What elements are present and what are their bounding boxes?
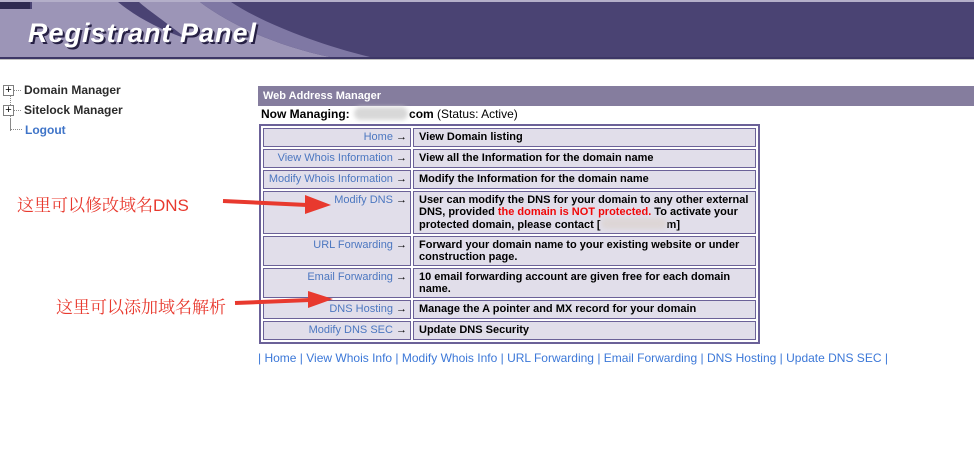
row-link[interactable]: Modify DNS — [334, 194, 393, 206]
arrow-right-icon: → — [392, 239, 407, 251]
separator: | — [593, 351, 604, 365]
arrow-right-icon: → — [392, 173, 407, 185]
sidebar-item-logout[interactable] — [3, 120, 253, 140]
arrow-right-icon: → — [392, 131, 407, 143]
footer-links — [258, 351, 974, 365]
tree-stub-line — [14, 90, 21, 91]
row-link[interactable]: Email Forwarding — [307, 271, 393, 283]
row-link[interactable]: DNS Hosting — [329, 303, 393, 315]
row-link[interactable]: Modify DNS SEC — [308, 324, 393, 336]
page-title: Registrant Panel — [28, 18, 258, 48]
sidebar-item-label[interactable]: Domain Manager — [24, 83, 121, 97]
table-row — [263, 170, 756, 189]
arrow-right-icon: → — [392, 194, 407, 206]
footer-link[interactable]: Home — [264, 351, 297, 365]
arrow-right-icon: → — [392, 152, 407, 164]
table-row — [263, 128, 756, 147]
row-link[interactable]: URL Forwarding — [313, 239, 393, 251]
banner-shadow-line — [0, 59, 974, 60]
table-desc-cell: User can modify the DNS for your domain to any other external DNS, provided the domain is NOT protected. To activate your protected domain, please contact [ m] — [413, 191, 756, 234]
protected-warning-text: the domain is NOT protected. — [497, 206, 652, 218]
table-desc-cell: 10 email forwarding account are given free for each domain name. — [413, 268, 756, 298]
footer-link[interactable]: View Whois Info — [306, 351, 393, 365]
web-address-manager-table — [259, 124, 760, 344]
table-link-cell — [263, 170, 411, 189]
tree-stub-line — [14, 110, 21, 111]
table-desc-cell: Manage the A pointer and MX record for your domain — [413, 300, 756, 319]
table-row — [263, 149, 756, 168]
tree-elbow-line — [10, 118, 22, 130]
separator: | — [392, 351, 402, 365]
header-banner — [0, 0, 974, 61]
table-desc-cell: View Domain listing — [413, 128, 756, 147]
table-link-cell — [263, 128, 411, 147]
annotation-dns-hosting: 这里可以添加域名解析 — [56, 298, 226, 317]
sidebar-item-sitelock-manager[interactable] — [3, 100, 253, 120]
separator: | — [296, 351, 307, 365]
sidebar-item-label[interactable]: Sitelock Manager — [24, 103, 123, 117]
footer-link[interactable]: Email Forwarding — [603, 351, 698, 365]
table-desc-cell: Update DNS Security — [413, 321, 756, 340]
row-link[interactable]: View Whois Information — [277, 152, 393, 164]
status-text: (Status: Active) — [437, 107, 518, 121]
arrow-right-icon: → — [392, 324, 407, 336]
footer-link[interactable]: Update DNS SEC — [786, 351, 882, 365]
sidebar-tree — [3, 80, 253, 140]
banner-body — [0, 2, 974, 57]
redacted-domain-name — [354, 107, 408, 120]
footer-link[interactable]: DNS Hosting — [706, 351, 777, 365]
sidebar-item-domain-manager[interactable] — [3, 80, 253, 100]
expand-toggle-icon[interactable]: + — [3, 105, 14, 116]
separator: | — [881, 351, 888, 365]
table-link-cell — [263, 236, 411, 266]
logout-link[interactable]: Logout — [25, 123, 66, 137]
table-row — [263, 268, 756, 298]
table-row — [263, 191, 756, 234]
annotation-arrow-icon — [234, 290, 334, 310]
arrow-right-icon: → — [392, 303, 407, 315]
separator: | — [697, 351, 707, 365]
now-managing-line — [261, 107, 518, 121]
footer-link[interactable]: Modify Whois Info — [401, 351, 498, 365]
table-row — [263, 321, 756, 340]
separator: | — [497, 351, 508, 365]
annotation-modify-dns: 这里可以修改域名DNS — [17, 196, 189, 215]
separator: | — [258, 351, 265, 365]
redacted-contact-email — [601, 218, 667, 229]
expand-toggle-icon[interactable]: + — [3, 85, 14, 96]
now-managing-label: Now Managing: — [261, 107, 350, 121]
annotation-arrow-icon — [222, 193, 332, 215]
section-header: Web Address Manager — [258, 86, 974, 106]
table-desc-cell: View all the Information for the domain name — [413, 149, 756, 168]
table-link-cell — [263, 321, 411, 340]
footer-link[interactable]: URL Forwarding — [507, 351, 594, 365]
feature-table-body — [263, 128, 756, 340]
table-desc-cell: Modify the Information for the domain name — [413, 170, 756, 189]
table-desc-cell: Forward your domain name to your existing website or under construction page. — [413, 236, 756, 266]
domain-suffix: com — [409, 107, 434, 121]
table-row — [263, 300, 756, 319]
table-link-cell — [263, 149, 411, 168]
row-link[interactable]: Modify Whois Information — [268, 173, 393, 185]
separator: | — [776, 351, 787, 365]
arrow-right-icon: → — [392, 271, 407, 283]
table-row — [263, 236, 756, 266]
row-link[interactable]: Home — [363, 131, 393, 143]
